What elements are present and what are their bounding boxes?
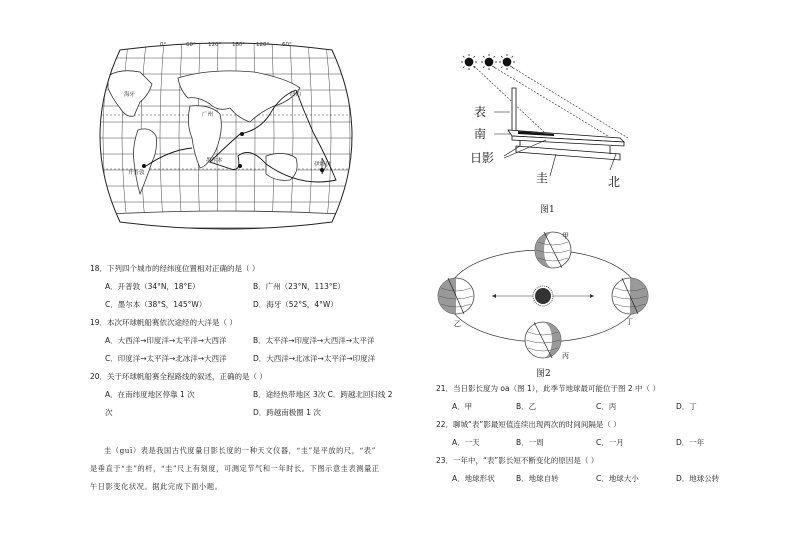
label-riying: 日影 [470,151,495,165]
q22-option-d[interactable]: D．一年 [676,438,705,447]
label-nan: 南 [474,127,487,141]
label-bei: 北 [608,175,621,189]
map-graticule [90,40,362,234]
world-map [90,38,362,234]
earth-yi [438,278,474,314]
city-dot-kaipudun [142,164,146,168]
q18-option-a[interactable]: A．开普敦（34°N，18°E） [105,282,200,291]
place-label-kaipudun: 开普敦 [128,170,145,176]
intro-paragraph-line3: 午日影变化状况。据此完成下面小题。 [90,482,223,491]
q20-option-d[interactable]: D．跨越南极圈 1 次 [253,408,321,417]
earth-ding [612,278,648,314]
q23-option-a[interactable]: A．地球形状 [452,474,495,483]
q21-option-c[interactable]: C．丙 [596,402,617,411]
q20-option-c-cont: 次 [105,408,113,417]
place-label-haiya: 海牙 [124,92,136,98]
q19-stem: 19．本次环球帆船赛依次途经的大洋是（ ） [90,318,237,327]
figure-1-gnomon [460,50,640,220]
label-bing: 丙 [562,352,569,360]
earth-bing [525,322,561,358]
figure-2-orbit [432,224,654,364]
sun-icon [461,54,515,70]
figure-2-caption: 图2 [536,369,551,379]
lon-label: 0° [160,42,167,48]
q21-stem: 21．当日影长度为 oa（图 1），此季节地球最可能位于图 2 中（ ） [436,384,660,393]
q21-option-d[interactable]: D．丁 [676,402,697,411]
label-ding: 丁 [626,318,633,326]
q20-option-bc[interactable]: B．途经热带地区 3次 C．跨越北回归线 2 [253,390,393,399]
city-dot-yiliqi [320,168,324,172]
label-gui: 圭 [536,171,549,185]
intro-paragraph-line1: 圭（guī）表是我国古代度量日影长度的一种天文仪器，“圭”是平放的尺，“表” [104,446,376,455]
q22-option-a[interactable]: A．一天 [452,438,480,447]
q23-option-c[interactable]: C．地球大小 [596,474,639,483]
label-biao: 表 [474,105,487,119]
q19-option-a[interactable]: A．大西洋→印度洋→太平洋→大西洋 [105,336,227,345]
q23-stem: 23．一年中，“表”影长短不断变化的原因是（ ） [436,456,599,465]
q21-option-b[interactable]: B．乙 [516,402,537,411]
place-label-yiliqi: 伊塔伊 [314,162,331,168]
lon-label: 180° [232,42,246,48]
q18-option-b[interactable]: B．广州（23°N，113°E） [253,282,345,291]
q18-option-c[interactable]: C．墨尔本（38°S，145°W） [105,300,207,309]
q20-option-a[interactable]: A．在南纬度地区停靠 1 次 [105,390,195,399]
lon-label: 120° [256,42,270,48]
place-label-guangzhou: 广州 [202,112,214,118]
q21-option-a[interactable]: A．甲 [452,402,473,411]
q18-stem: 18．下列四个城市的经纬度位置相对正确的是（ ） [90,264,260,273]
q22-stem: 22．聊城“表”影最短值连续出现两次的时间间隔是（ ） [436,420,621,429]
intro-paragraph-line2: 是垂直于“圭”的杆，“圭”尺上有刻度，可测定节气和一年时长。下图示意圭表测量正 [90,464,380,473]
city-dot-guangzhou [240,132,244,136]
q19-option-c[interactable]: C．印度洋→太平洋→北冰洋→大西洋 [105,354,227,363]
sun-center-icon [535,288,551,304]
q18-option-d[interactable]: D．海牙（52°S，4°W） [253,300,338,309]
lon-label: 120° [208,42,222,48]
lon-label: 60° [186,42,196,48]
label-yi: 乙 [454,320,461,328]
figure-1-caption: 图1 [540,205,555,215]
q22-option-c[interactable]: C．一月 [596,438,624,447]
lon-label: 60° [282,42,292,48]
place-label-niuyue: 纽约 [290,92,302,98]
city-dot-moerben [238,164,242,168]
q19-option-d[interactable]: D．大西洋→北冰洋→太平洋→印度洋 [253,354,376,363]
q19-option-b[interactable]: B．太平洋→印度洋→大西洋→太平洋 [253,336,375,345]
place-label-moerben: 墨尔本 [206,158,223,164]
q23-option-d[interactable]: D．地球公转 [676,474,720,483]
q20-stem: 20．关于环球帆船赛全程路线的叙述，正确的是（ ） [90,372,267,381]
label-jia: 甲 [562,232,569,240]
q22-option-b[interactable]: B．一周 [516,438,544,447]
q23-option-b[interactable]: B．地球自转 [516,474,559,483]
